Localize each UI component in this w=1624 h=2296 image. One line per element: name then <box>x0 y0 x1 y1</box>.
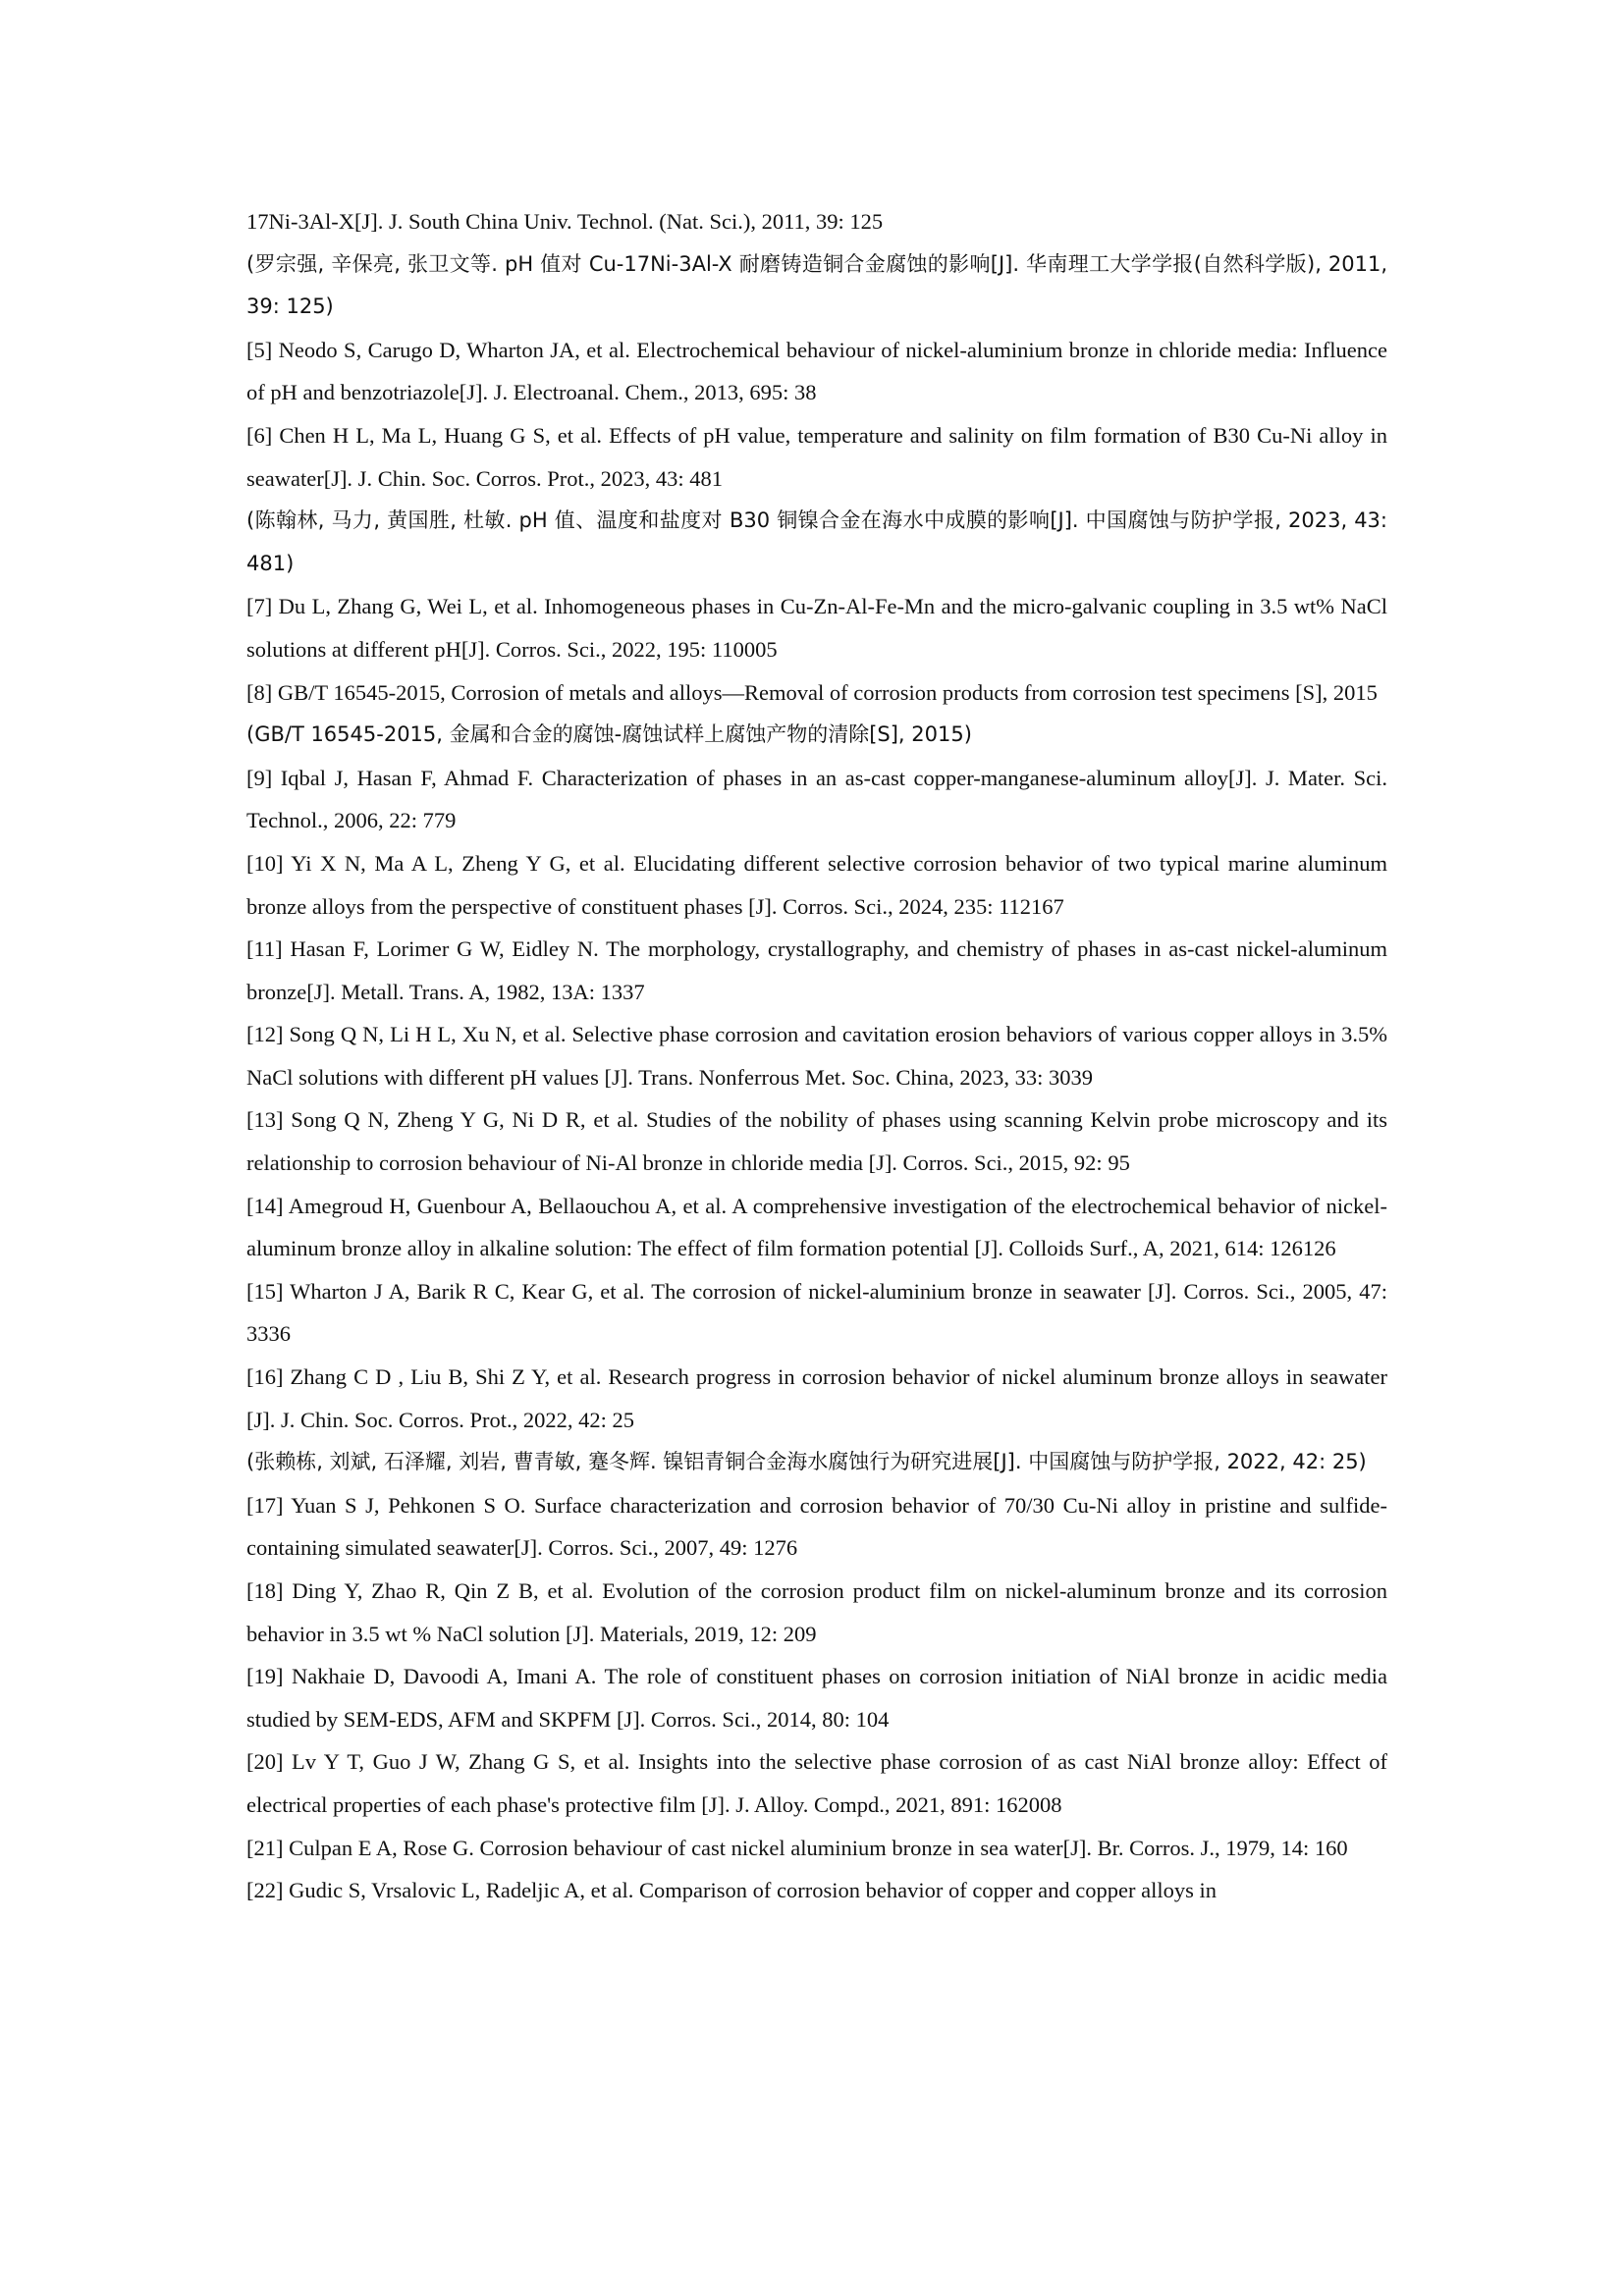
reference-list <box>246 200 1387 1912</box>
reference-16-zh: (张赖栋, 刘斌, 石泽耀, 刘岩, 曹青敏, 蹇冬辉. 镍铝青铜合金海水腐蚀行为研究进展[J]. 中国腐蚀与防护学报, 2022, 42: 25) <box>246 1450 1367 1474</box>
reference-17: [17] Yuan S J, Pehkonen S O. Surface characterization and corrosion behavior of 70/30 Cu-Ni alloy in pristine and sulfide-containing simulated seawater[J]. Corros. Sci., 2007, 49: 1276 <box>246 1492 1387 1561</box>
reference-10: [10] Yi X N, Ma A L, Zheng Y G, et al. Elucidating different selective corrosion behavior of two typical marine aluminum bronze alloys from the perspective of constituent phases [J]. Corros. Sci., 2024, 235: 112167 <box>246 850 1387 919</box>
reference-12: [12] Song Q N, Li H L, Xu N, et al. Selective phase corrosion and cavitation erosion behaviors of various copper alloys in 3.5% NaCl solutions with different pH values [J]. Trans. Nonferrous Met. Soc. China, 2023, 33: 3039 <box>246 1022 1387 1090</box>
reference-5: [5] Neodo S, Carugo D, Wharton JA, et al. Electrochemical behaviour of nickel-aluminium bronze in chloride media: Influence of pH and benzotriazole[J]. J. Electroanal. Chem., 2013, 695: 38 <box>246 337 1387 405</box>
reference-6: [6] Chen H L, Ma L, Huang G S, et al. Effects of pH value, temperature and salinity on film formation of B30 Cu-Ni alloy in seawater[J]. J. Chin. Soc. Corros. Prot., 2023, 43: 481 <box>246 422 1387 491</box>
reference-11: [11] Hasan F, Lorimer G W, Eidley N. The morphology, crystallography, and chemistry of phases in as-cast nickel-aluminum bronze[J]. Metall. Trans. A, 1982, 13A: 1337 <box>246 936 1387 1004</box>
reference-22: [22] Gudic S, Vrsalovic L, Radeljic A, et al. Comparison of corrosion behavior of copper and copper alloys in <box>246 1878 1217 1903</box>
reference-15: [15] Wharton J A, Barik R C, Kear G, et al. The corrosion of nickel-aluminium bronze in seawater [J]. Corros. Sci., 2005, 47: 3336 <box>246 1278 1387 1347</box>
reference-7: [7] Du L, Zhang G, Wei L, et al. Inhomogeneous phases in Cu-Zn-Al-Fe-Mn and the micro-galvanic coupling in 3.5 wt% NaCl solutions at different pH[J]. Corros. Sci., 2022, 195: 110005 <box>246 594 1387 662</box>
reference-14: [14] Amegroud H, Guenbour A, Bellaouchou A, et al. A comprehensive investigation of the electrochemical behavior of nickel-aluminum bronze alloy in alkaline solution: The effect of film formation potential [J]. Colloids Surf., A, 2021, 614: 126126 <box>246 1193 1387 1261</box>
reference-21: [21] Culpan E A, Rose G. Corrosion behaviour of cast nickel aluminium bronze in sea water[J]. Br. Corros. J., 1979, 14: 160 <box>246 1835 1348 1860</box>
reference-20: [20] Lv Y T, Guo J W, Zhang G S, et al. Insights into the selective phase corrosion of as cast NiAl bronze alloy: Effect of electrical properties of each phase's protective film [J]. J. Alloy. Compd., 2021, 891: 162008 <box>246 1749 1387 1817</box>
reference-continued-en: 17Ni-3Al-X[J]. J. South China Univ. Technol. (Nat. Sci.), 2011, 39: 125 <box>246 209 884 234</box>
reference-8: [8] GB/T 16545-2015, Corrosion of metals and alloys—Removal of corrosion products from corrosion test specimens [S], 2015 <box>246 679 1378 705</box>
reference-9: [9] Iqbal J, Hasan F, Ahmad F. Characterization of phases in an as-cast copper-manganese-aluminum alloy[J]. J. Mater. Sci. Technol., 2006, 22: 779 <box>246 765 1387 833</box>
reference-18: [18] Ding Y, Zhao R, Qin Z B, et al. Evolution of the corrosion product film on nickel-aluminum bronze and its corrosion behavior in 3.5 wt % NaCl solution [J]. Materials, 2019, 12: 209 <box>246 1578 1387 1646</box>
reference-13: [13] Song Q N, Zheng Y G, Ni D R, et al. Studies of the nobility of phases using scanning Kelvin probe microscopy and its relationship to corrosion behaviour of Ni-Al bronze in chloride media [J]. Corros. Sci., 2015, 92: 95 <box>246 1107 1387 1176</box>
reference-16: [16] Zhang C D , Liu B, Shi Z Y, et al. Research progress in corrosion behavior of nickel aluminum bronze alloys in seawater [J]. J. Chin. Soc. Corros. Prot., 2022, 42: 25 <box>246 1364 1387 1432</box>
reference-19: [19] Nakhaie D, Davoodi A, Imani A. The role of constituent phases on corrosion initiation of NiAl bronze in acidic media studied by SEM-EDS, AFM and SKPFM [J]. Corros. Sci., 2014, 80: 104 <box>246 1664 1387 1732</box>
reference-continued-zh: (罗宗强, 辛保亮, 张卫文等. pH 值对 Cu-17Ni-3Al-X 耐磨铸造铜合金腐蚀的影响[J]. 华南理工大学学报(自然科学版), 2011, 39: 125) <box>246 251 1387 319</box>
reference-8-zh: (GB/T 16545-2015, 金属和合金的腐蚀-腐蚀试样上腐蚀产物的清除[S], 2015) <box>246 722 972 747</box>
reference-6-zh: (陈翰林, 马力, 黄国胜, 杜敏. pH 值、温度和盐度对 B30 铜镍合金在海水中成膜的影响[J]. 中国腐蚀与防护学报, 2023, 43: 481) <box>246 508 1387 575</box>
